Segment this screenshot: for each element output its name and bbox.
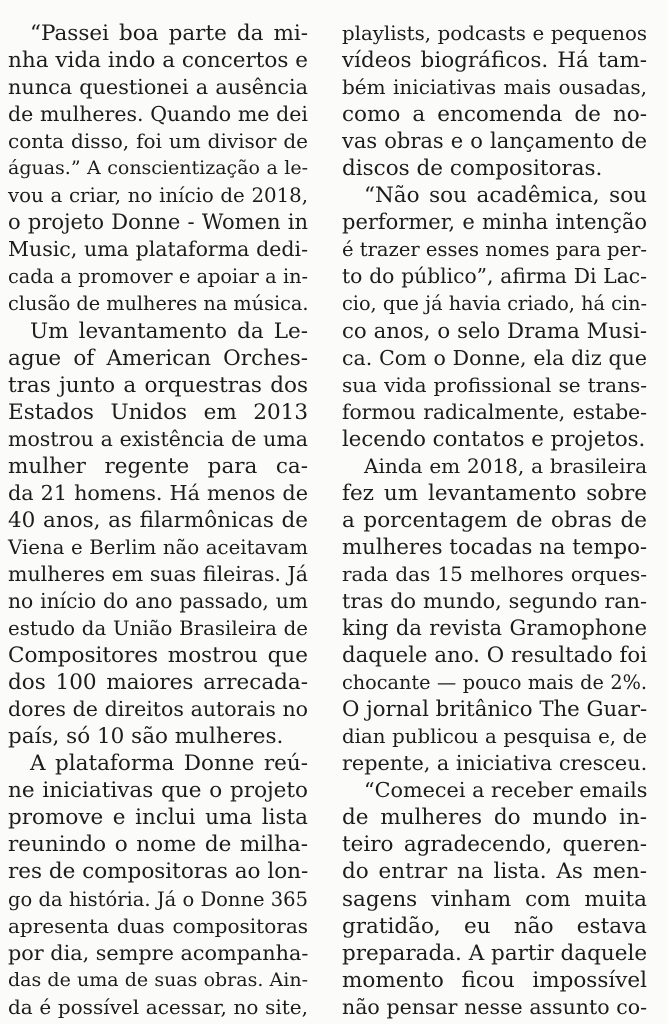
text-line: vídeos biográficos. Há tam- [342,48,647,74]
text-line: no início do ano passado, um [8,588,308,613]
text-line: dores de direitos autorais no [8,697,308,722]
text-line: daquele ano. O resultado foi [342,643,647,669]
text-line: O jornal britânico The Guar- [342,697,648,723]
text-line: Viena e Berlim não aceitavam [8,535,308,559]
text-line: chocante — pouco mais de 2%. [342,671,647,695]
text-line: vou a criar, no início de 2018, [8,184,308,208]
text-line: águas.” A conscientização a le- [8,157,308,180]
text-line: como a encomenda de no- [342,102,647,128]
text-line: clusão de mulheres na música. [8,292,309,316]
text-line: cada a promover e apoiar a in- [8,265,308,289]
text-line: nha vida indo a concertos e [8,48,308,74]
text-line: das de uma de suas obras. Ain- [8,968,308,991]
article-column-left [8,20,308,1021]
text-line: fez um levantamento sobre [342,480,647,506]
text-line: repente, a iniciativa cresceu. [342,751,648,776]
text-line: rada das 15 melhores orques- [342,561,647,586]
text-line: dian publicou a pesquisa e, de [342,725,647,749]
text-line: go da história. Já o Donne 365 [8,887,308,911]
text-line: res de compositoras ao lon- [8,859,309,885]
text-line: sua vida profissional se trans- [342,372,647,397]
text-line: momento ficou impossível [342,967,647,993]
text-line: de mulheres do mundo in- [342,805,647,831]
text-line: mulher regente para ca- [8,453,308,479]
text-line: promove e inclui uma lista [8,805,308,831]
text-line: mulheres em suas fileiras. Já [8,561,308,586]
text-line: tras junto a orquestras dos [8,372,308,398]
text-line: Compositores mostrou que [8,643,308,669]
text-line: co anos, o selo Drama Musi- [342,318,647,344]
text-line: da é possível acessar, no site, [8,994,308,1019]
article-column-right [342,20,647,1021]
text-line: A plataforma Donne reú- [30,751,308,777]
text-line: país, só 10 são mulheres. [8,724,284,750]
text-line: da 21 homens. Há menos de [8,480,308,505]
text-line: gratidão, eu não estava [342,913,647,939]
text-line: o projeto Donne - Women in [8,210,308,235]
text-line: cio, que já havia criado, há cin- [342,292,647,316]
text-line: “Passei boa parte da mi- [30,21,308,46]
text-line: é trazer esses nomes para per- [342,238,647,262]
text-line: do entrar na lista. As men- [342,859,647,885]
text-line: to do público”, afirma Di Lac- [342,264,647,289]
text-line: formou radicalmente, estabe- [342,399,647,424]
text-line: mulheres tocadas na tempo- [342,534,648,560]
text-line: preparada. A partir daquele [342,940,648,966]
text-line: discos de compositoras. [342,156,603,182]
text-line: ague of American Orches- [8,345,308,371]
text-line: mostrou a existência de uma [8,426,308,451]
text-line: performer, e minha intenção [342,210,647,235]
text-line: conta disso, foi um divisor de [8,129,308,154]
text-line: 40 anos, as filarmônicas de [8,507,308,533]
text-line: a porcentagem de obras de [342,507,647,533]
text-line: tras do mundo, segundo ran- [342,588,647,613]
text-line: king da revista Gramophone [342,616,647,641]
text-line: Ainda em 2018, a brasileira [364,453,647,478]
text-line: lecendo contatos e projetos. [342,426,646,452]
text-line: vas obras e o lançamento de [342,129,647,154]
text-line: nunca questionei a ausência [8,75,308,100]
text-line: de mulheres. Quando me dei [8,102,308,127]
text-line: estudo da União Brasileira de [8,617,308,641]
text-line: playlists, podcasts e pequenos [342,22,647,45]
text-line: Music, uma plataforma dedi- [8,237,308,262]
text-line: teiro agradecendo, queren- [342,832,647,858]
text-line: por dia, sempre acompanha- [8,940,309,965]
text-line: “Comecei a receber emails [364,778,648,803]
text-line: sagens vinham com muita [342,886,647,912]
text-line: reunindo o nome de milha- [8,832,308,858]
text-line: Um levantamento da Le- [30,318,308,344]
text-line: bém iniciativas mais ousadas, [342,75,647,100]
text-line: “Não sou acadêmica, sou [364,183,647,209]
text-line: não pensar nesse assunto co- [342,994,647,1019]
text-line: Estados Unidos em 2013 [8,399,308,425]
text-line: ca. Com o Donne, ela diz que [342,345,647,370]
text-line: apresenta duas compositoras [8,913,308,938]
text-line: ne iniciativas que o projeto [8,778,308,804]
text-line: dos 100 maiores arrecada- [8,670,308,696]
